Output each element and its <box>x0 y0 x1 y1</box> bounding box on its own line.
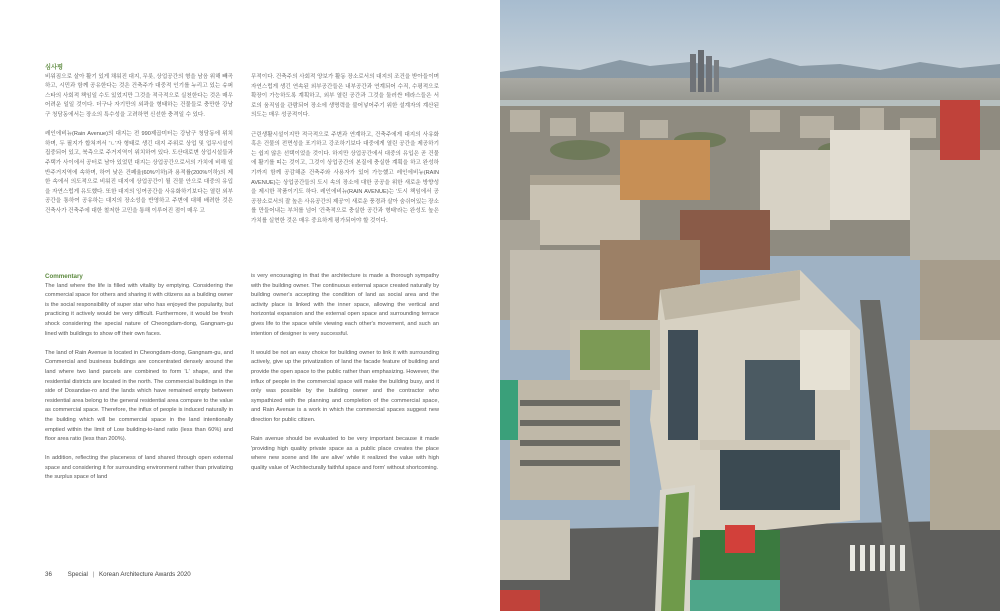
building <box>760 150 830 230</box>
english-paragraph: It would be not an easy choice for building owner to link it with surrounding actively, give up the privatization of land the facade feature of building and provide the open space to the public rather than emphasizing. However, the influx of people in the commercial space will make the building busy, and it only was possible by the building owner and the contractor who sympathized with the planning and completion of the commercial space, and Rain Avenue is a work in which the commercial spaces suggest new direction for public citizen. <box>251 349 439 423</box>
korean-paragraph: 무적이다. 건축주의 사회적 양보가 활동 장소로서의 대지의 조건을 받아들이며 자연스럽게 생긴 연속된 외부공간들은 내부공간과 연계되어 수직, 수평적으로 확장이 가능하도록 계획하고, 외부 열린 공간과 그것을 둘러싼 테라스들은 서로의 움직임을 관람되어 장소에 생명력을 불어넣어주기 위한 설계자의 계산된 의도는 매우 성공적이다. <box>251 74 439 119</box>
building <box>620 140 710 200</box>
footer-separator: | <box>92 571 95 578</box>
english-column-1 <box>45 272 233 483</box>
korean-paragraph: 비워짐으로 살아 활기 있게 채워진 대지, 무릇, 상업공간의 형을 남음 위해 빼곡하고, 시민과 함께 공유한다는 것은 건축주가 대중적 인기를 누리고 있는 슈퍼스타의 사회적 책임일 수도 있었지만 그것을 적극적으로 실천한다는 것은 매우 어려운 일일 것이다. 더구나 자기만의 외곽을 형태하는 건물들로 충만한 강남구 청담동에서는 장소의 특수성을 고려하면 신선한 충격일 수 있다. <box>45 73 233 118</box>
building <box>920 260 1000 340</box>
building <box>910 150 1000 260</box>
english-column-2 <box>251 272 439 473</box>
building <box>940 100 980 160</box>
korean-column-1 <box>45 63 233 217</box>
english-paragraph: is very encouraging in that the architecture is made a thorough sympathy with the building owner. The continuous external space created naturally by building owner's accepting the condition of land as social area and the activity place is linked with the inner space, allowing the vertical and horizontal expansion and the external open space and surrounding terrace gives life to the space while viewing each other's movement, and such an intention of designer is very successful. <box>251 273 439 337</box>
red-sculpture <box>725 525 755 553</box>
korean-paragraph: 레인에비뉴(Rain Avenue)의 대지는 전 990제곱미터는 강남구 청담동에 위치하며, 두 필지가 합쳐져서 'ㄴ'자 형태로 생긴 대지 주위로 상업 및 업무시설이 집중되어 있고, 북측으로 주거지역이 위치하여 있다. 도산대로변 상업시설들과 주택가 사이에서 공터로 남아 있었던 대지는 상업공간으로서의 가치에 비해 일반주거지역에 속하며, 하여 낮은 건폐율(60%이하)과 용적률(200%이하)의 제한 속에서 의도적으로 비워진 대지에 상업공간이 될 건물 안으로 대중의 유입을 자연스럽게 유도했다. 또한 대지의 잉여공간을 사유화하기보다는 열린 외부공간을 통하여 공유하는 대지의 장소성을 반영하고 주변에 대해 배려한 것은 건축사가 건축주에 대한 철저한 고민을 통해 이루어진 점이 매우 고 <box>45 131 233 214</box>
glass-facade <box>668 330 698 440</box>
page-number: 36 <box>45 571 52 578</box>
korean-heading: 심사평 <box>45 64 63 71</box>
aerial-photo <box>500 0 1000 611</box>
korean-paragraph: 근린생활시설이지만 적극적으로 주변과 연계하고, 건축주에게 대지의 사유화 혹은 건물의 전면성을 포기하고 강조하기보다 대중에게 열린 공간을 제공하기는 쉽지 않은 선택이었을 것이다. 하지만 상업공간에서 대중의 유입은 곧 건물에 활기를 띠는 것이고, 그것이 상업공간의 본질에 충실한 계획을 하고 완성하기까지 함께 공감해준 건축주와 사용자가 있어 가능했고 레인에비뉴(RAIN AVENUE)는 상업공간들의 도시 속의 장소에 대한 공공을 위한 새로운 방향성을 제시한 작품이기도 하다. 레인에비뉴(RAIN AVENUE)는 '도시 책임에서 공공장소로서의 잘 높은 사유공간의 제공'이 새로운 풍경과 살아 숨쉬어있는 장소를 만들어내는 부처를 넘어 '건축적으로 충실한 공간과 형태'라는 완성도 높은 가치를 실현한 것은 매우 중요하게 평가되어야 할 것이다. <box>251 131 439 224</box>
footer-publication: Korean Architecture Awards 2020 <box>99 571 191 578</box>
aerial-photo-illustration <box>500 0 1000 611</box>
building <box>830 130 910 220</box>
english-paragraph: The land of Rain Avenue is located in Cheongdam-dong, Gangnam-gu, and Commercial and business buildings are concentrated densely around the land where two land parcels are combined to form 'L' shape, and the residential districts are located in the north. The commercial buildings in the side of Dosandae-ro and the lands which have remained empty between residential area belong to the general residential area compare to the value as commercial space. Therefore, the influx of people is induced naturally in the building which will be commercial space in the land intentionally emptied within the limit of Low building-to-land ratio (less than 60%) and floor area ratio (less than 200%). <box>45 349 233 443</box>
building <box>930 430 1000 530</box>
english-paragraph: The land where the life is filled with vitality by emptying. Considering the commercial space for others and sharing it with citizens as a building owner is the social responsibility of super star who has enjoyed the popularity, but practicing it actively would be very difficult. Furthermore, it would be fresh shock considering the special nature of Cheongdam-dong, Gangnam-gu lined with buildings to show off their own faces. <box>45 282 233 337</box>
english-paragraph: Rain avenue should be evaluated to be very important because it made 'providing high quality private space as a public place creates the place where new scene and life are alive' while it realized the value with high quality value of 'Architecturally faithful space and form' without shortcoming. <box>251 436 439 471</box>
glass-facade <box>720 450 840 510</box>
building <box>910 340 1000 430</box>
footer-section: Special <box>67 571 88 578</box>
page-footer <box>45 571 191 578</box>
korean-column-2 <box>251 73 439 227</box>
english-paragraph: In addition, reflecting the placeness of land shared through open external space and considering it for surrounding environment rather than privatizing the surplus space of land <box>45 455 233 481</box>
english-heading: Commentary <box>45 273 83 280</box>
